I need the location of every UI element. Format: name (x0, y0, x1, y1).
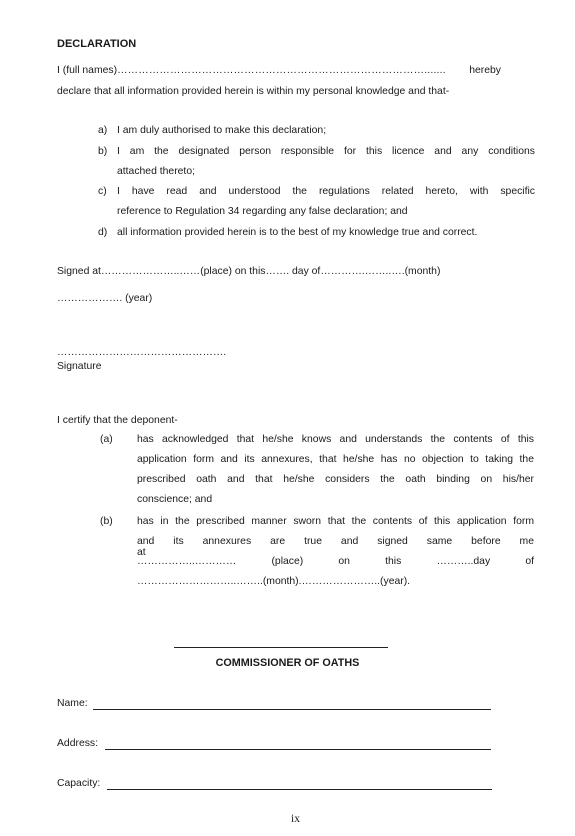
address-label: Address: (57, 738, 99, 749)
page-number: ix (291, 813, 300, 825)
certify-item-text (137, 516, 534, 596)
signature-dots[interactable]: …………………………………………. (57, 347, 227, 358)
declaration-item-text (117, 146, 535, 157)
certify-place-line[interactable]: ……………..………… (place) on this ………..day of (137, 556, 534, 567)
full-names-line (57, 65, 501, 76)
certify-item-text (137, 434, 534, 514)
certify-item-text-line: application form and its annexures, that he/she has no objection to taking the (137, 454, 534, 465)
declaration-item-text-line: reference to Regulation 34 regarding any false declaration; and (117, 206, 408, 217)
declaration-title: DECLARATION (57, 38, 137, 50)
signature-label: Signature (57, 361, 102, 372)
declaration-item-text-line: I have read and understood the regulations related hereto, with specific (117, 186, 535, 197)
declaration-item-text-line: I am the designated person responsible for this licence and any conditions (117, 146, 535, 157)
declaration-item-text (117, 186, 535, 197)
year-line[interactable]: ………………. (year) (57, 293, 153, 304)
certify-item-text-line: has acknowledged that he/she knows and understands the contents of this (137, 434, 534, 445)
capacity-label: Capacity: (57, 778, 101, 789)
name-field[interactable] (93, 709, 491, 710)
commissioner-signature-line[interactable] (174, 647, 388, 648)
declaration-item-text-line: attached thereto; (117, 166, 195, 177)
full-names-suffix: hereby (469, 65, 501, 76)
full-names-dots[interactable]: ……………………………………………………………………………....... (117, 65, 446, 76)
declaration-item-marker: c) (98, 186, 107, 197)
declaration-item-marker: a) (98, 125, 108, 136)
certify-intro: I certify that the deponent- (57, 415, 178, 426)
certify-item-marker: (b) (100, 516, 113, 527)
declaration-item-text: I am duly authorised to make this declaration; (117, 125, 327, 136)
certify-item-marker: (a) (100, 434, 113, 445)
declaration-statement: declare that all information provided herein is within my personal knowledge and that- (57, 86, 450, 97)
certify-item-text-line: has in the prescribed manner sworn that the contents of this application form (137, 516, 534, 527)
certify-item-text-line: prescribed oath and that he/she considers the oath binding on his/her (137, 474, 534, 485)
declaration-item-marker: b) (98, 146, 108, 157)
full-names-prefix: I (full names) (57, 65, 118, 76)
name-label: Name: (57, 698, 88, 709)
signed-at-line[interactable]: Signed at…………………..……(place) on this……. day of………….……..….(month) (57, 266, 441, 277)
address-field[interactable] (105, 749, 491, 750)
certify-item-text-line: conscience; and (137, 494, 213, 505)
commissioner-title: COMMISSIONER OF OATHS (215, 657, 360, 669)
certify-item-text-line: and its annexures are true and signed same before me at (137, 536, 534, 558)
capacity-field[interactable] (107, 789, 492, 790)
declaration-item-text: all information provided herein is to the best of my knowledge true and correct. (117, 227, 478, 238)
declaration-item-marker: d) (98, 227, 108, 238)
certify-date-line[interactable]: ………………………..……..(month).…………………..(year). (137, 576, 411, 587)
